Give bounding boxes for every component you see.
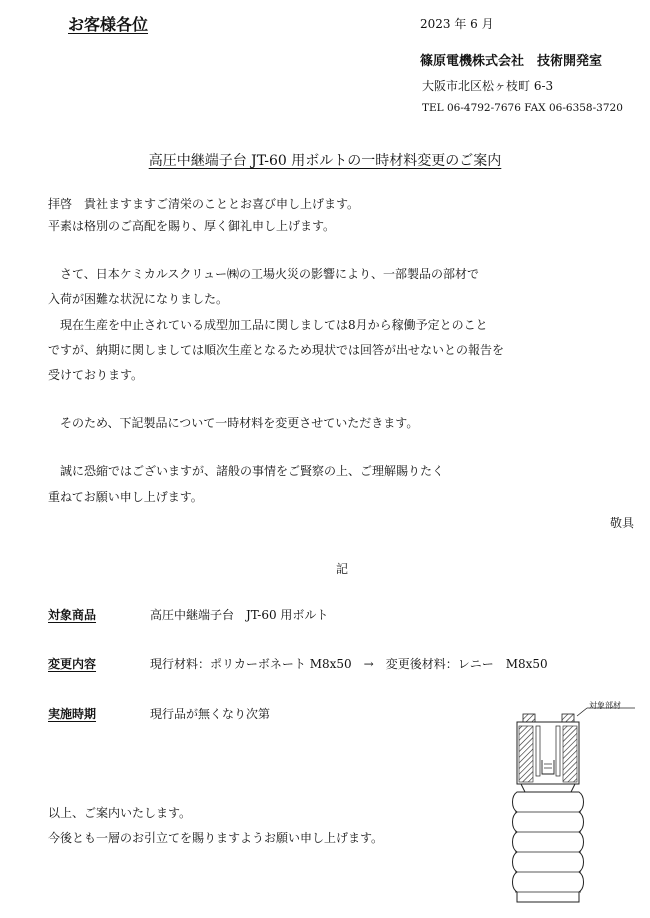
paragraph-1-line-1: さて、日本ケミカルスクリュー㈱の工場火災の影響により、一部製品の部材で [48,267,480,281]
closing-line-2: 今後とも一層のお引立てを賜りますようお願い申し上げます。 [48,831,384,845]
company-phone-fax: TEL 06-4792-7676 FAX 06-6358-3720 [422,102,623,114]
item-label-change-content: 変更内容 [48,657,97,671]
item-label-implementation-date: 実施時期 [48,707,97,721]
item-value-target-product: 高圧中継端子台 JT-60 用ボルト [150,608,329,622]
company-name: 篠原電機株式会社 技術開発室 [420,54,603,69]
company-address: 大阪市北区松ヶ枝町 6-3 [422,79,554,93]
item-label-target-product: 対象商品 [48,608,97,622]
paragraph-1-line-2: 入荷が困難な状況になりました。 [48,292,229,306]
greeting-line-1: 拝啓 貴社ますますご清栄のこととお喜び申し上げます。 [48,197,360,211]
document-title: 高圧中継端子台 JT-60 用ボルトの一時材料変更のご案内 [148,153,502,169]
paragraph-2-line-2: ですが、納期に関しましては順次生産となるため現状では回答が出せないとの報告を [48,343,505,357]
item-value-implementation-date: 現行品が無くなり次第 [150,707,271,721]
terminal-block-drawing-icon [495,696,645,910]
closing-line-1: 以上、ご案内いたします。 [48,806,192,820]
date: 2023 年 6 月 [420,17,494,31]
paragraph-2-line-3: 受けております。 [48,368,144,382]
paragraph-4-line-1: 誠に恐縮ではございますが、諸般の事情をご賢察の上、ご理解賜りたく [48,464,445,478]
paragraph-3: そのため、下記製品について一時材料を変更させていただきます。 [48,416,419,430]
ki-heading: 記 [336,562,349,576]
item-value-change-content: 現行材料：ポリカーボネート M8x50 → 変更後材料：レニー M8x50 [150,657,548,671]
paragraph-4-line-2: 重ねてお願い申し上げます。 [48,490,203,504]
greeting-line-2: 平素は格別のご高配を賜り、厚く御礼申し上げます。 [48,219,336,233]
document-title-wrapper [0,150,650,170]
closing-keigu: 敬具 [609,516,634,530]
addressee: お客様各位 [68,15,149,34]
paragraph-2-line-1: 現在生産を中止されている成型加工品に関しましては8月から稼働予定とのこと [48,318,488,332]
diagram-label: 対象部材 [589,701,621,710]
